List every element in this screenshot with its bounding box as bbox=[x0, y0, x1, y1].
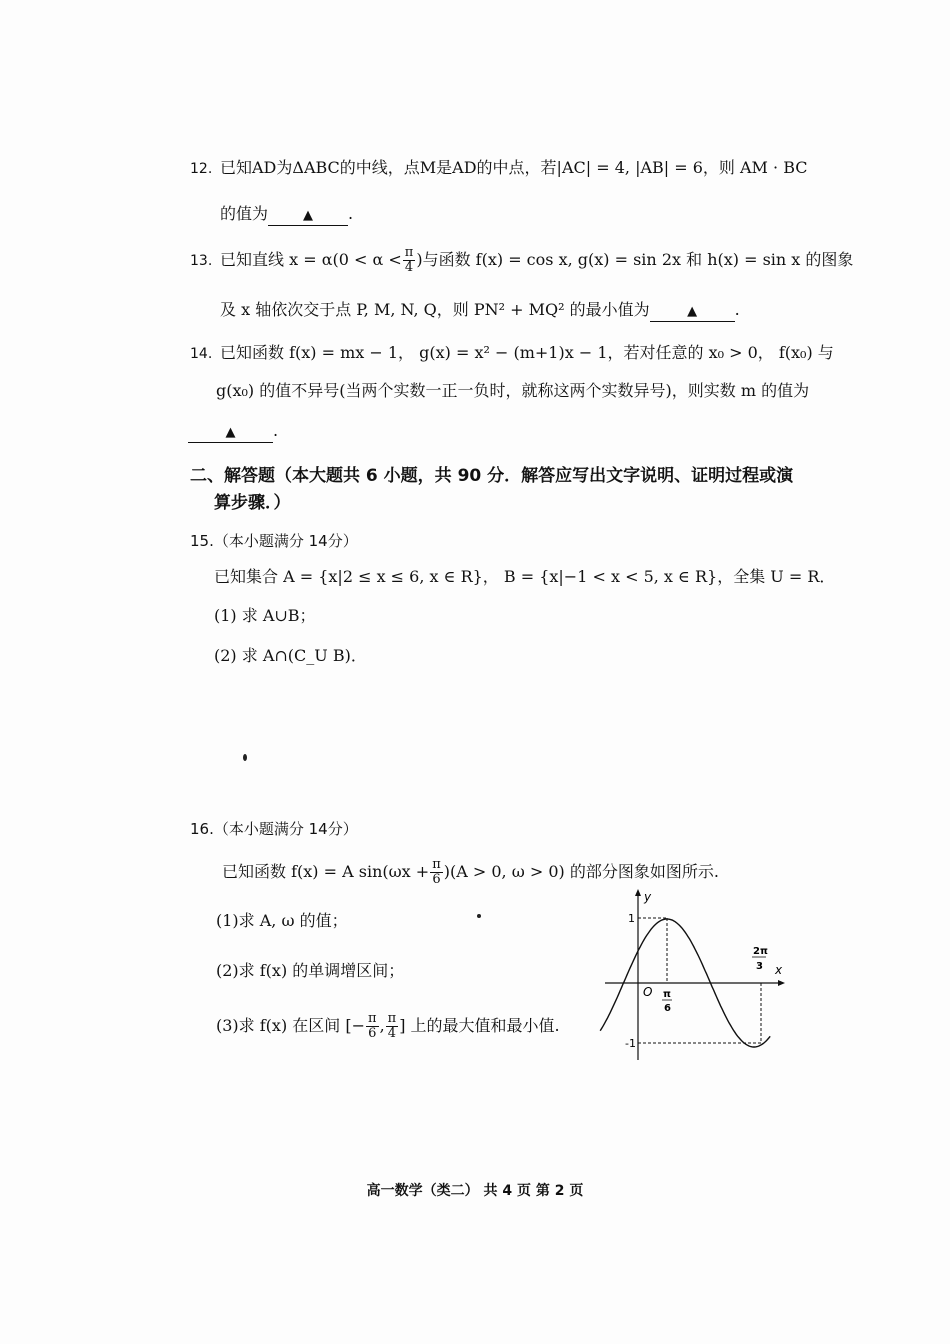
q14-mark: ▲ bbox=[225, 425, 236, 440]
q14-end: . bbox=[273, 421, 279, 440]
q16-p3-f2-den: 4 bbox=[387, 1026, 397, 1041]
q13-text2: 及 x 轴依次交于点 P, M, N, Q，则 PN² + MQ² 的最小值为 bbox=[220, 300, 650, 319]
x-tick1-num: π bbox=[663, 989, 671, 1000]
q16-frac-num: π bbox=[432, 857, 441, 872]
q12-answer-blank[interactable] bbox=[268, 207, 348, 226]
q16-part3-b: ] 上的最大值和最小值. bbox=[399, 1016, 560, 1035]
q12-number: 12. bbox=[190, 161, 213, 177]
y-min-label: -1 bbox=[625, 1037, 636, 1050]
q16-p3-sep: , bbox=[379, 1016, 385, 1035]
scan-speck-2 bbox=[477, 914, 481, 918]
q13-fraction bbox=[403, 246, 416, 275]
q16-stem-b: )(A > 0, ω > 0) 的部分图象如图所示. bbox=[443, 862, 719, 881]
y-axis-label: y bbox=[644, 890, 652, 904]
q14-number: 14. bbox=[190, 346, 213, 362]
q16-part3 bbox=[216, 1012, 560, 1041]
q16-part3-frac2 bbox=[386, 1012, 399, 1041]
q13-line1 bbox=[190, 246, 853, 275]
q16-part3-a: (3)求 f(x) 在区间 [− bbox=[216, 1016, 366, 1035]
q12-end: . bbox=[348, 204, 354, 223]
q13-mark: ▲ bbox=[687, 304, 698, 319]
q13-frac-den: 4 bbox=[404, 260, 414, 275]
q15-stem: 已知集合 A = {x|2 ≤ x ≤ 6, x ∈ R}， B = {x|−1 < x < 5, x ∈ R}，全集 U = R． bbox=[214, 567, 836, 586]
q12-text2: 的值为 bbox=[220, 204, 269, 223]
q12-line2 bbox=[220, 203, 353, 226]
q14-line2 bbox=[216, 380, 809, 402]
q16-header: 16.（本小题满分 14分） bbox=[190, 820, 358, 838]
y-axis-arrow-icon bbox=[635, 889, 641, 896]
x-tick2-num: 2π bbox=[753, 946, 768, 957]
x-axis-label: x bbox=[775, 963, 783, 977]
q16-p3-f1-den: 6 bbox=[368, 1026, 377, 1041]
origin-label: O bbox=[643, 985, 653, 999]
section2-title-line2: 算步骤．） bbox=[214, 493, 291, 513]
q16-fraction bbox=[430, 858, 443, 887]
q15-part1: (1) 求 A∪B； bbox=[214, 606, 316, 625]
q14-line1 bbox=[190, 342, 834, 365]
section2-title-line1: 二、解答题（本大题共 6 小题，共 90 分．解答应写出文字说明、证明过程或演 bbox=[190, 466, 794, 486]
q15-header: 15.（本小题满分 14分） bbox=[190, 532, 358, 550]
sine-graph bbox=[595, 885, 790, 1065]
q12-mark: ▲ bbox=[303, 208, 314, 223]
q16-part3-frac1 bbox=[366, 1012, 379, 1041]
q16-p3-f1-num: π bbox=[368, 1011, 377, 1026]
x-tick2-den: 3 bbox=[756, 961, 763, 972]
scan-speck bbox=[243, 754, 247, 761]
q13-answer-blank[interactable] bbox=[650, 303, 735, 322]
q14-line3 bbox=[188, 420, 278, 443]
page-footer: 高一数学（类二） 共 4 页 第 2 页 bbox=[366, 1183, 584, 1199]
q16-p3-f2-num: π bbox=[387, 1011, 397, 1026]
q16-part2: (2)求 f(x) 的单调增区间； bbox=[216, 961, 405, 980]
x-axis-arrow-icon bbox=[778, 980, 785, 986]
q16-frac-den: 6 bbox=[432, 872, 441, 887]
q12-line1 bbox=[190, 157, 808, 180]
q14-answer-blank[interactable] bbox=[188, 424, 273, 443]
q13-line2 bbox=[220, 299, 740, 322]
q13-end: . bbox=[734, 300, 740, 319]
q13-frac-num: π bbox=[404, 245, 414, 260]
q16-part1: (1)求 A, ω 的值； bbox=[216, 911, 348, 930]
q13-number: 13. bbox=[190, 253, 213, 269]
x-tick1-den: 6 bbox=[664, 1003, 671, 1014]
q13-text-b: )与函数 f(x) = cos x, g(x) = sin 2x 和 h(x) = sin x 的图象 bbox=[416, 250, 854, 269]
q12-text: 已知AD为ΔABC的中线，点M是AD的中点，若|AC| = 4, |AB| = 6，则 AM · BC bbox=[220, 158, 808, 177]
q14-text2: g(x₀) 的值不异号(当两个实数一正一负时，就称这两个实数异号)，则实数 m 的值为 bbox=[216, 381, 810, 400]
q16-stem-a: 已知函数 f(x) = A sin(ωx + bbox=[222, 862, 430, 881]
q13-text-a: 已知直线 x = α(0 < α < bbox=[220, 250, 402, 269]
q15-part2: (2) 求 A∩(C_U B)． bbox=[214, 646, 367, 665]
y-max-label: 1 bbox=[628, 912, 635, 925]
q16-stem bbox=[222, 858, 719, 887]
q14-text: 已知函数 f(x) = mx − 1， g(x) = x² − (m+1)x − 1，若对任意的 x₀ > 0， f(x₀) 与 bbox=[220, 343, 834, 362]
